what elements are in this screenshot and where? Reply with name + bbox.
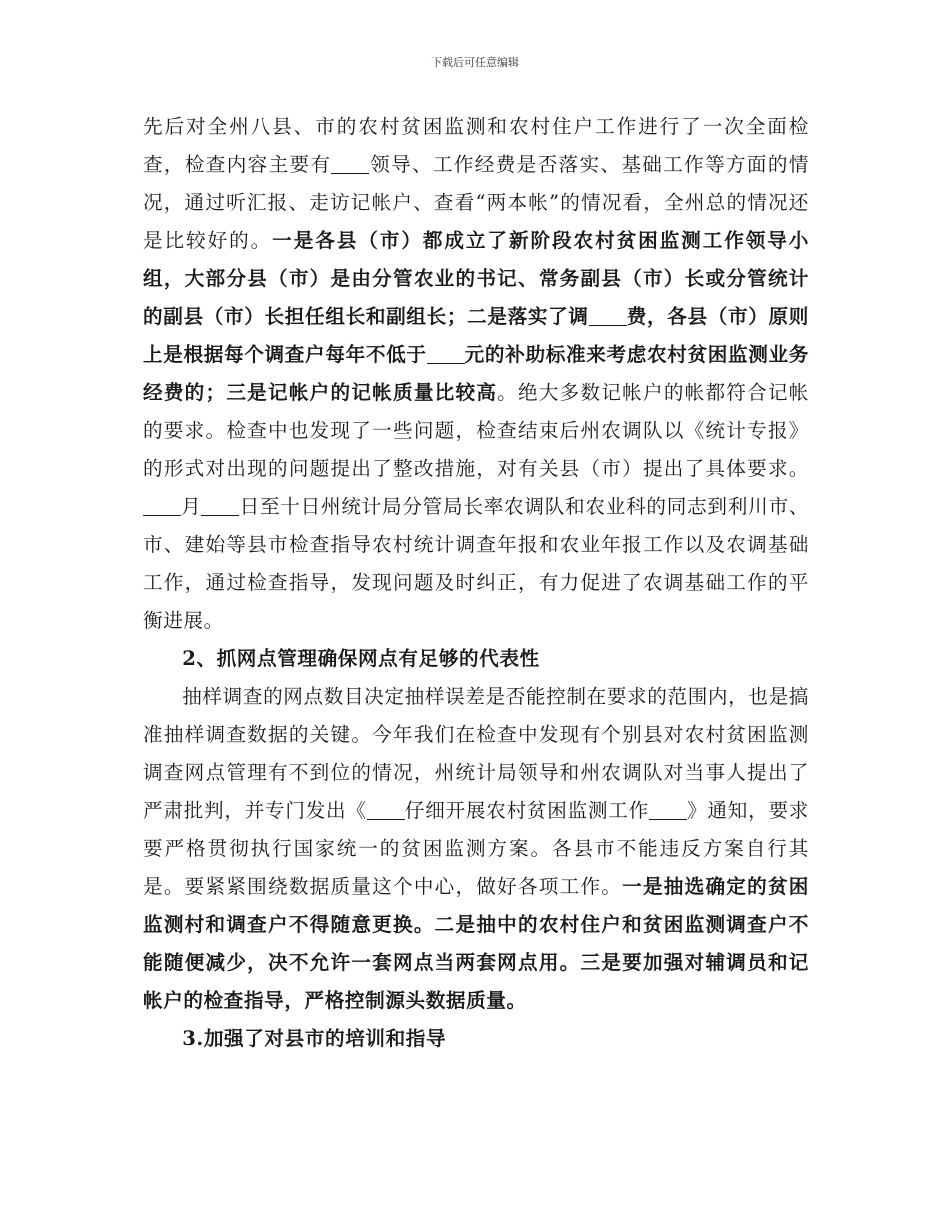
section-heading-3: 3.加强了对县市的培训和指导 (182, 1027, 447, 1050)
blank-underline (589, 324, 627, 326)
blank-underline (367, 818, 405, 820)
text-run: 日至十日州统计局分管局长率农调队和农业科的同志到利川市、市、建始等县市检查指导农村统计调查年报和农业年报工作以及农调基础工作，通过检查指导，发现问题及时纠正，有力促进了农调基础工作的平衡进展。 (143, 495, 809, 632)
text-run-bold: 费，各县（市）原则上是根据每个调查户每年不低于 (143, 305, 809, 366)
text-run-bold: 一是各县（市）都成立了新阶段农村贫困监测工作领导小组，大部分县（市）是由分管农业的书记、常务副县（市）长或分管统计的副县（市）长担任组长和副组长；二是落实了调 (143, 229, 810, 328)
text-run: 领导、工作经费是否落实、基础工作等方面的情况，通过听汇报、走访记帐户、查看“两本帐”的情况看，全州总的情况还是比较好的。 (143, 153, 809, 252)
blank-underline (331, 172, 369, 174)
text-run: 抽样调查的网点数目决定抽样误差是否能控制在要求的范围内，也是搞准抽样调查数据的关键。今年我们在检查中发现有个别县对农村贫困监测调查网点管理有不到位的情况，州统计局领导和州农调队对当事人提出了严肃批判，并专门发出《 (143, 685, 809, 822)
paragraph-sampling (143, 678, 809, 1020)
paragraph-inspection (143, 108, 809, 640)
blank-underline (143, 514, 181, 516)
page-header: 下载后可任意编辑 (431, 56, 519, 69)
document-body (143, 108, 809, 1058)
text-run: 仔细开展农村贫困监测工作 (404, 799, 649, 822)
text-run: 》通知，要求要严格贯彻执行国家统一的贫困监测方案。各县市不能违反方案自行其是。要紧紧围绕数据质量这个中心，做好各项工作。 (143, 799, 809, 898)
text-run: 先后对全州八县、市的农村贫困监测和农村住户工作进行了一次全面检查，检查内容主要有 (143, 115, 809, 176)
text-run-bold: 一是抽选确定的贫困监测村和调查户不得随意更换。二是抽中的农村住户和贫困监测调查户不能随便减少，决不允许一套网点当两套网点用。三是要加强对辅调员和记帐户的检查指导，严格控制源头数据质量。 (143, 875, 809, 1012)
blank-underline (649, 818, 687, 820)
section-heading-2: 2、抓网点管理确保网点有足够的代表性 (182, 647, 540, 670)
text-run-bold: 元的补助标准来考虑农村贫困监测业务经费的；三是记帐户的记帐质量比较高 (143, 343, 809, 404)
text-run: 月 (181, 495, 202, 518)
blank-underline (201, 514, 239, 516)
text-run: 。绝大多数记帐户的帐都符合记帐的要求。检查中也发现了一些问题，检查结束后州农调队以《统计专报》的形式对出现的问题提出了整改措施，对有关县（市）提出了具体要求。 (143, 381, 810, 480)
blank-underline (427, 362, 465, 364)
